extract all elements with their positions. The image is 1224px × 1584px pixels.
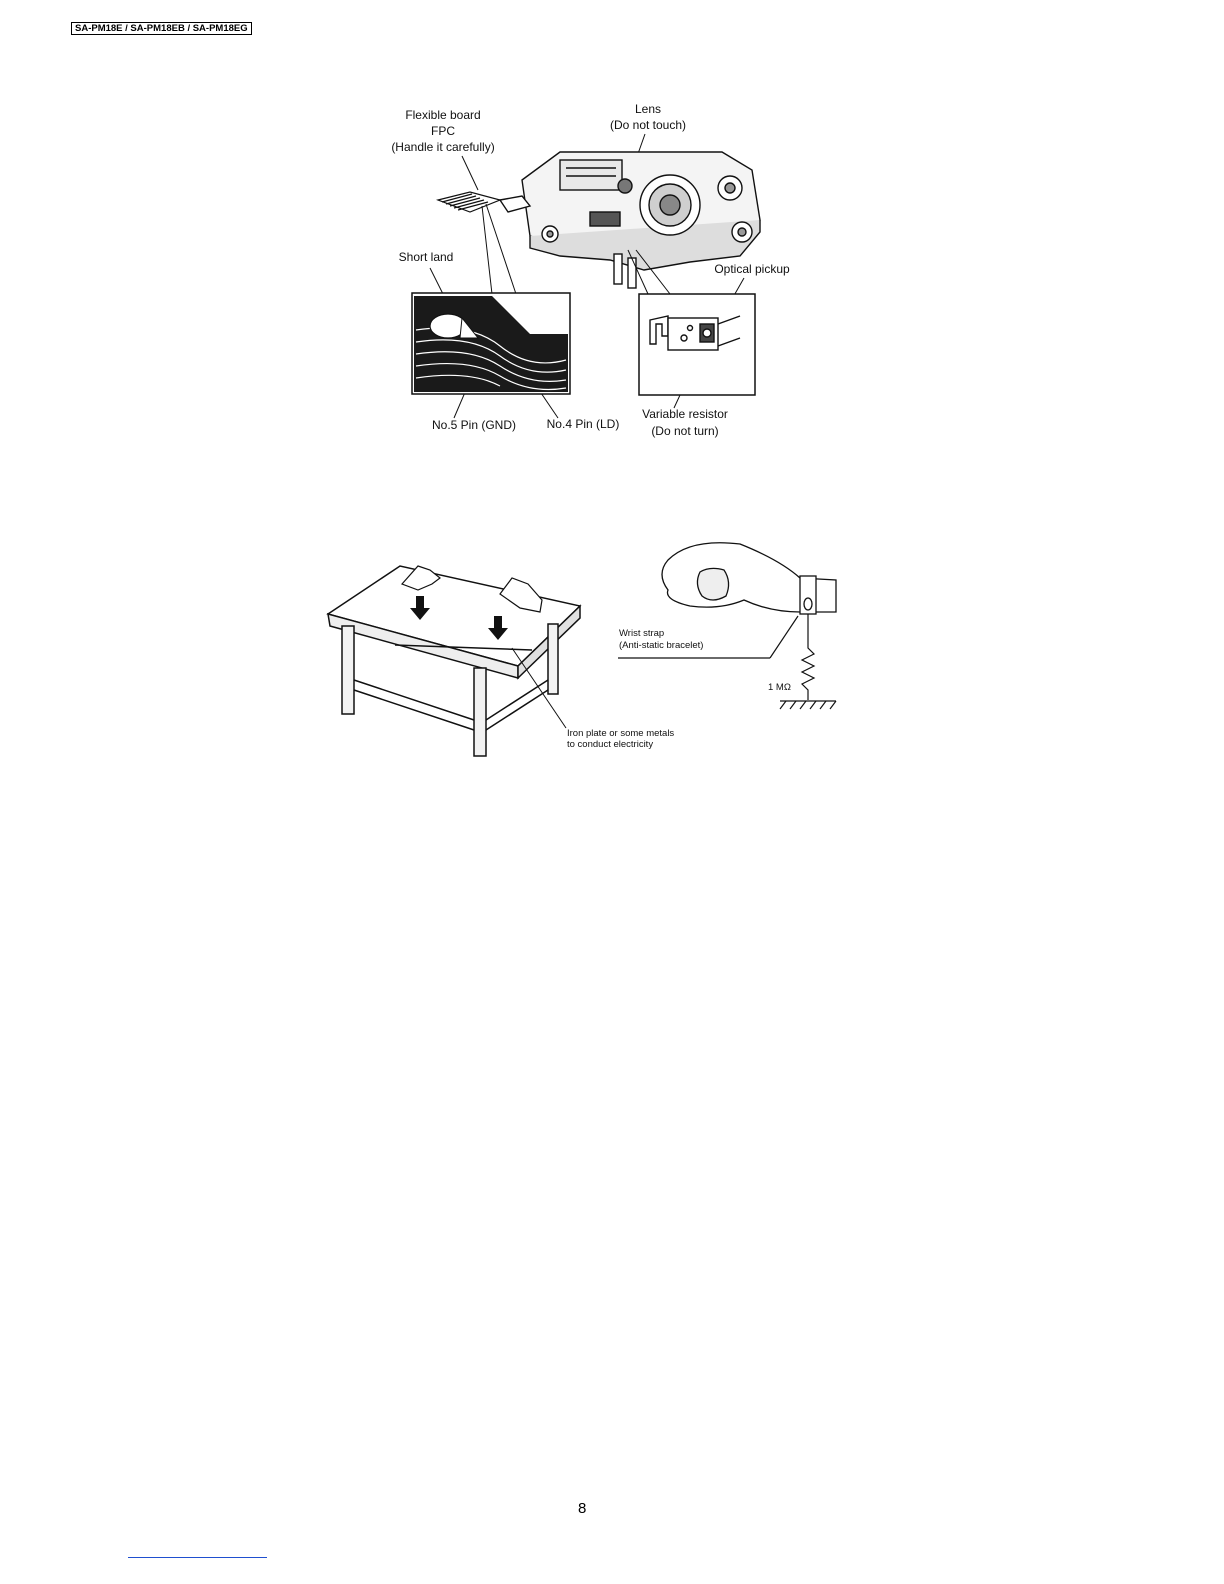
esd-precaution-figure [0,520,1224,770]
pin5-label: No.5 Pin (GND) [431,418,517,432]
flexible-board-label: Flexible board [405,108,481,122]
flexible-board-ribbon [438,192,500,212]
lens-label: Lens [634,102,662,116]
handle-carefully-label: (Handle it carefully) [391,140,495,154]
iron-plate-label: Iron plate or some metals [567,728,675,739]
fpc-label: FPC [431,124,455,138]
short-land-detail [412,293,570,394]
wrist-strap-label: Wrist strap [619,628,665,639]
short-land-label: Short land [398,250,454,264]
wrist-hand-illustration [662,543,836,614]
optical-pickup-label: Optical pickup [714,262,790,276]
footer-link-rule [128,1557,267,1558]
model-header: SA-PM18E / SA-PM18EB / SA-PM18EG [71,22,252,35]
conduct-electricity-label: to conduct electricity [567,739,654,750]
work-table [328,566,580,756]
anti-static-bracelet-label: (Anti-static bracelet) [619,640,704,651]
do-not-touch-label: (Do not touch) [609,118,687,132]
page-number: 8 [578,1500,587,1517]
optical-pickup-detail [639,294,755,395]
optical-pickup-figure [0,0,1224,470]
pin4-label: No.4 Pin (LD) [546,417,620,431]
resistor-value-label: 1 MΩ [768,682,791,693]
variable-resistor-label: Variable resistor [642,407,728,421]
do-not-turn-label: (Do not turn) [651,424,719,438]
